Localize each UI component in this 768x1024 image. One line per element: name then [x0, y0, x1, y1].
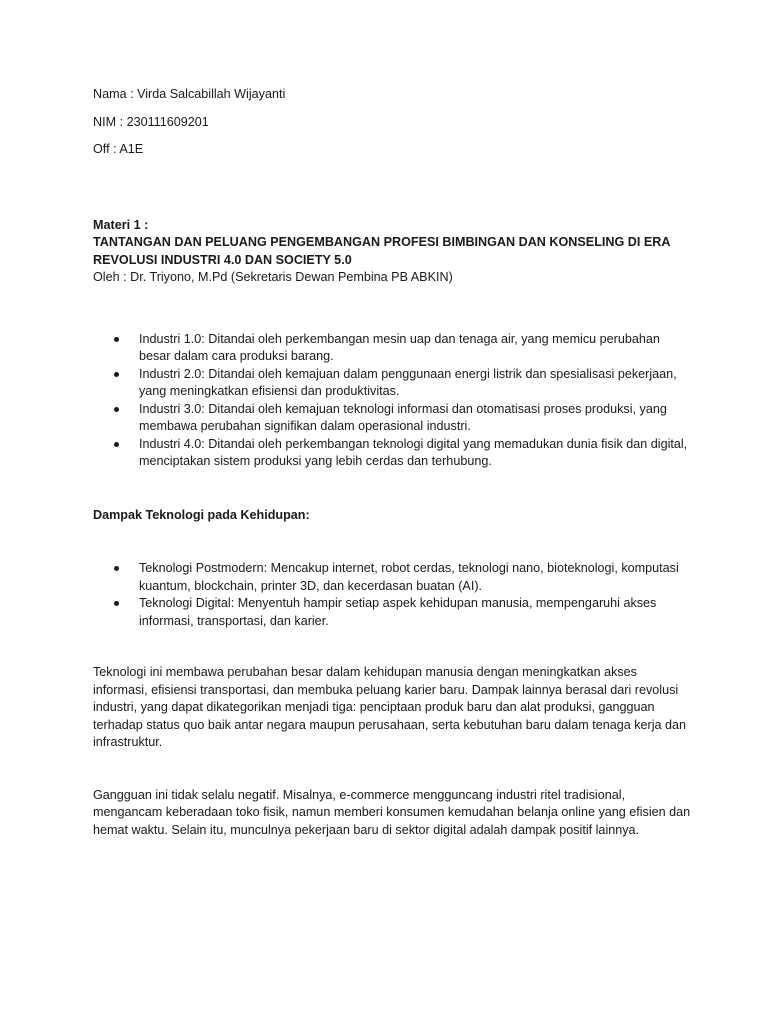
body-paragraph-2: Gangguan ini tidak selalu negatif. Misalnya, e-commerce mengguncang industri ritel tradisional, mengancam keberadaan toko fisik, namun memberi konsumen kemudahan belanja online yang efisien dan hemat waktu. Selain itu, munculnya pekerjaan baru di sektor digital adalah dampak positif lainnya. [93, 787, 691, 837]
bullet-icon [114, 407, 119, 412]
list-item-text: Industri 2.0: Ditandai oleh kemajuan dalam penggunaan energi listrik dan spesialisasi pekerjaan, yang meningkatkan efisiensi dan produktivitas. [139, 366, 677, 398]
list-item-text: Teknologi Digital: Menyentuh hampir setiap aspek kehidupan manusia, mempengaruhi akses informasi, transportasi, dan karier. [139, 596, 657, 628]
student-nim: NIM : 230111609201 [93, 114, 209, 129]
list-item [93, 366, 693, 401]
bullet-icon [114, 337, 119, 342]
student-name: Nama : Virda Salcabillah Wijayanti [93, 87, 286, 101]
list-item-text: Industri 4.0: Ditandai oleh perkembangan teknologi digital yang memadukan dunia fisik dan digital, menciptakan sistem produksi yang lebih cerdas dan terhubung. [139, 436, 688, 468]
body-paragraph-1: Teknologi ini membawa perubahan besar dalam kehidupan manusia dengan meningkatkan akses informasi, efisiensi transportasi, dan membuka peluang karier baru. Dampak lainnya berasal dari revolusi industri, yang dapat dikategorikan menjadi tiga: penciptaan produk baru dan alat produksi, gangguan terhadap status quo baik antar negara maupun perusahaan, serta kebutuhan baru dalam tenaga kerja dan infrastruktur. [93, 665, 687, 749]
bullet-icon [114, 601, 119, 606]
materi-author: Oleh : Dr. Triyono, M.Pd (Sekretaris Dewan Pembina PB ABKIN) [93, 270, 453, 284]
materi-title: TANTANGAN DAN PELUANG PENGEMBANGAN PROFESI BIMBINGAN DAN KONSELING DI ERA REVOLUSI INDUSTRI 4.0 DAN SOCIETY 5.0 [93, 235, 670, 267]
materi-label: Materi 1 : [93, 217, 149, 232]
dampak-list [93, 560, 693, 630]
list-item [93, 331, 693, 366]
student-class: Off : A1E [93, 142, 144, 156]
bullet-icon [114, 372, 119, 377]
list-item [93, 401, 693, 436]
list-item-text: Teknologi Postmodern: Mencakup internet, robot cerdas, teknologi nano, bioteknologi, komputasi kuantum, blockchain, printer 3D, dan kecerdasan buatan (AI). [139, 561, 679, 593]
dampak-heading: Dampak Teknologi pada Kehidupan: [93, 507, 310, 522]
list-item-text: Industri 1.0: Ditandai oleh perkembangan mesin uap dan tenaga air, yang memicu perubahan besar dalam cara produksi barang. [139, 331, 660, 363]
bullet-icon [114, 442, 119, 447]
list-item-text: Industri 3.0: Ditandai oleh kemajuan teknologi informasi dan otomatisasi proses produksi, yang membawa perubahan signifikan dalam operasional industri. [139, 401, 667, 433]
bullet-icon [114, 566, 119, 571]
industri-list [93, 331, 693, 471]
list-item [93, 436, 693, 471]
list-item [93, 560, 693, 595]
list-item [93, 595, 693, 630]
document-page [93, 86, 693, 839]
